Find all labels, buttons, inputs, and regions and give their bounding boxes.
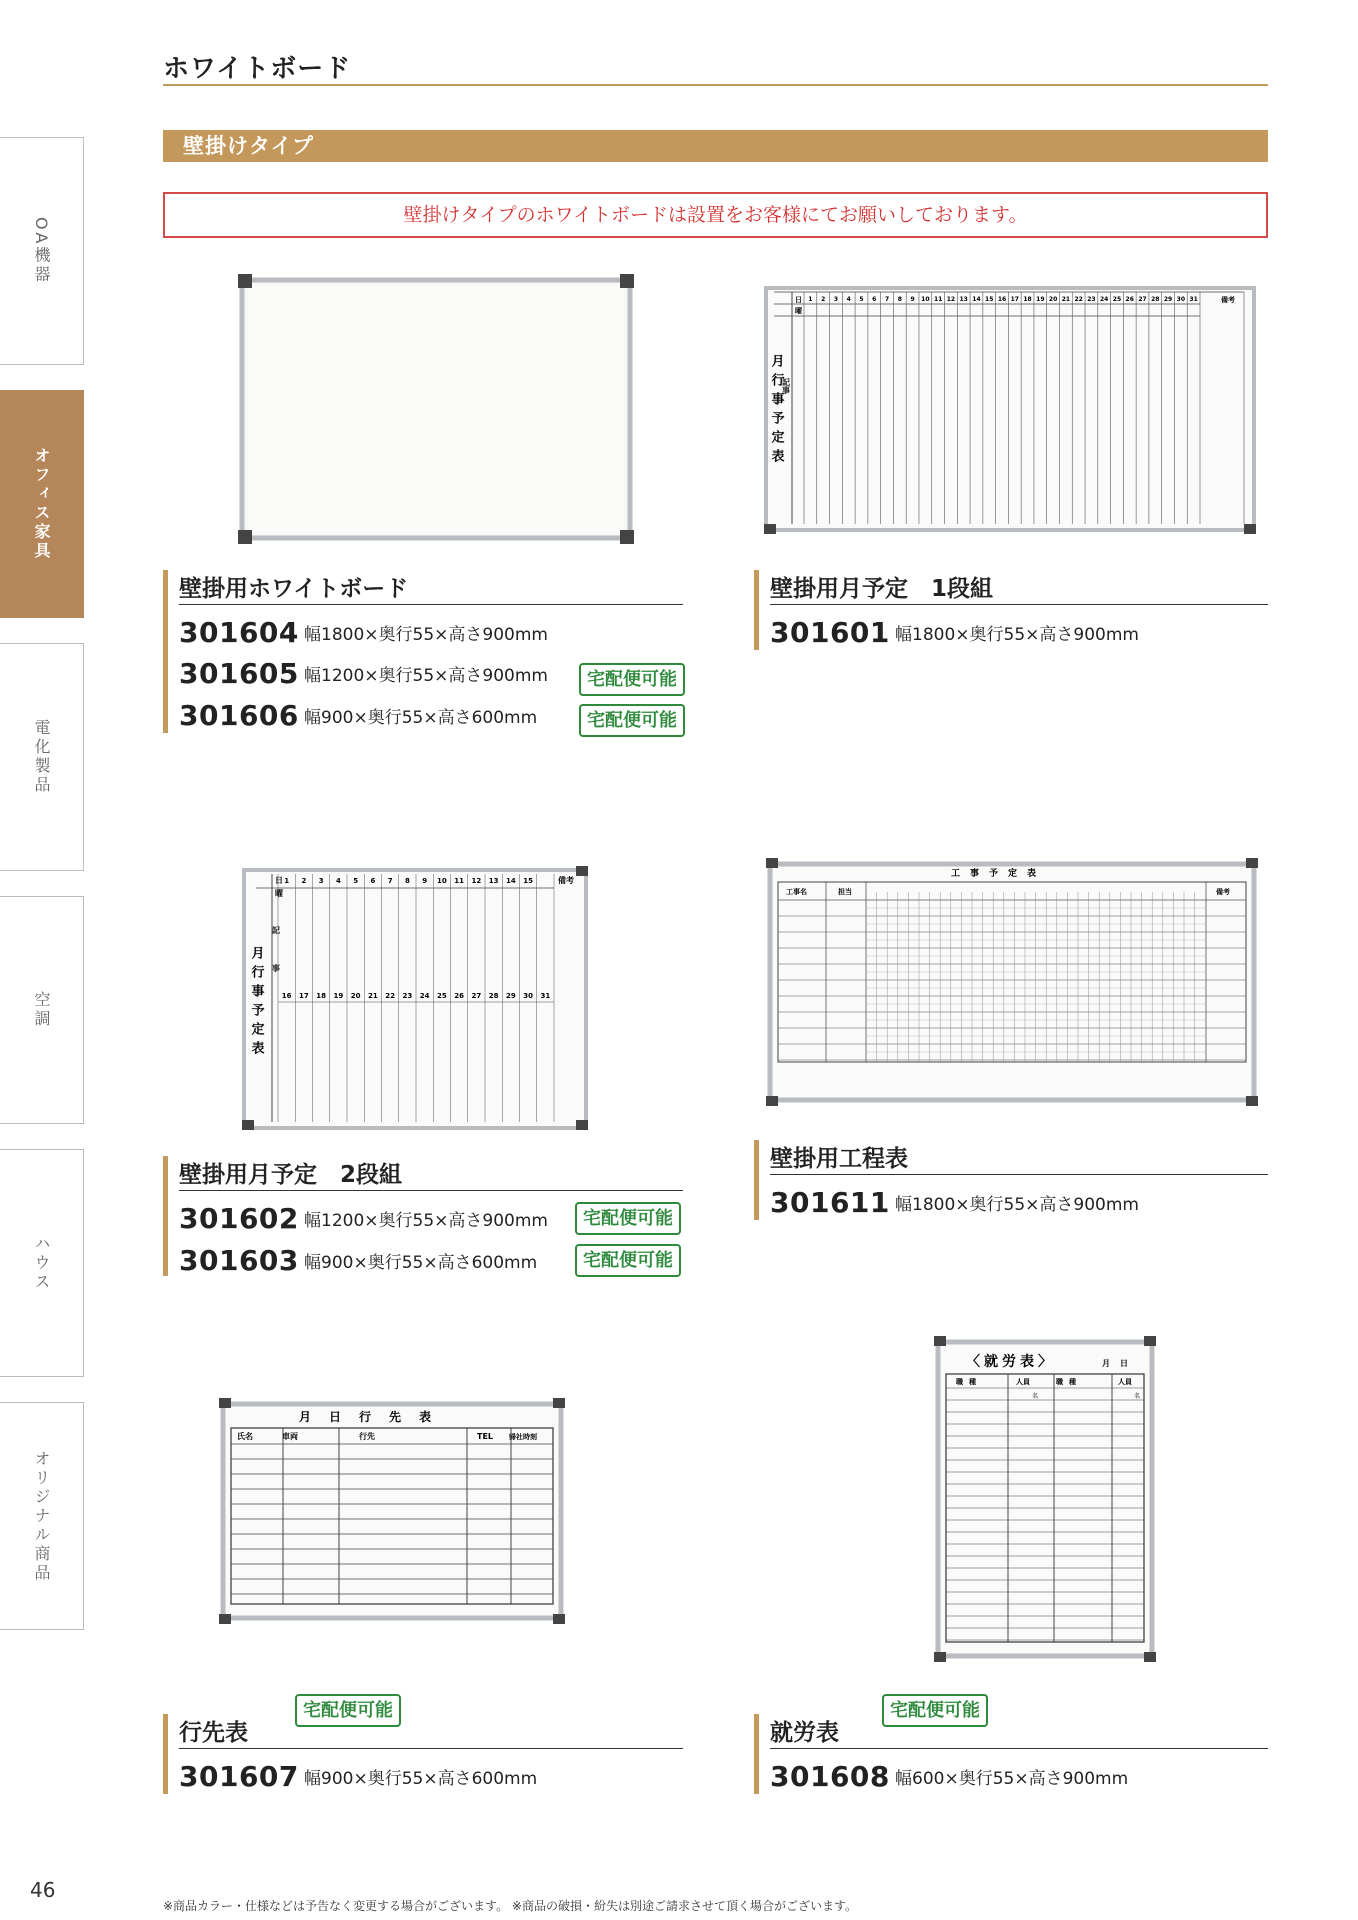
day-label: 18 xyxy=(316,992,326,1000)
day-label: 1 xyxy=(808,296,813,303)
side-tab-label: 電化製品 xyxy=(32,719,51,795)
accent-bar xyxy=(163,570,168,733)
side-tab-electronics[interactable] xyxy=(0,643,84,871)
delivery-badge: 宅配便可能 xyxy=(579,663,685,696)
day-label: 16 xyxy=(281,992,292,1000)
day-label: 1 xyxy=(284,877,290,885)
day-label: 14 xyxy=(972,296,981,303)
day-label: 4 xyxy=(846,296,851,303)
day-label: 12 xyxy=(946,296,956,303)
product-spec: 幅1200×奥行55×高さ900mm xyxy=(304,665,548,686)
day-label: 28 xyxy=(1151,296,1160,303)
notice-box: 壁掛けタイプのホワイトボードは設置をお客様にてお願いしております。 xyxy=(163,192,1268,238)
day-label: 22 xyxy=(385,992,395,1000)
day-label: 25 xyxy=(1112,296,1122,303)
board-title: 月日行先表 xyxy=(299,1410,450,1424)
day-label: 24 xyxy=(419,992,430,1000)
day-label: 8 xyxy=(897,296,902,303)
product-rule xyxy=(770,604,1268,605)
day-label: 19 xyxy=(1036,296,1045,303)
product-code: 301605 xyxy=(179,656,299,690)
day-label: 10 xyxy=(437,877,447,885)
board-text: 職種 xyxy=(956,1378,982,1386)
product-row xyxy=(179,697,537,733)
day-label: 2 xyxy=(821,296,826,303)
page-number: 46 xyxy=(30,1878,56,1902)
side-tab-original[interactable] xyxy=(0,1402,84,1630)
side-tab-label: オフィス家具 xyxy=(32,447,51,561)
day-label: 9 xyxy=(422,877,428,885)
product-code: 301602 xyxy=(179,1201,299,1235)
side-tab-label: オリジナル商品 xyxy=(32,1449,51,1583)
side-tab-aircon[interactable] xyxy=(0,896,84,1124)
product-rule xyxy=(770,1174,1268,1175)
title-divider xyxy=(163,84,1268,86)
board-text: 備考 xyxy=(558,876,574,885)
day-label: 26 xyxy=(1125,296,1134,303)
day-label: 15 xyxy=(985,296,994,303)
day-label: 29 xyxy=(1163,296,1173,303)
section-header: 壁掛けタイプ xyxy=(163,130,1268,162)
product-spec: 幅1200×奥行55×高さ900mm xyxy=(304,1210,548,1231)
delivery-badge: 宅配便可能 xyxy=(882,1694,988,1727)
side-tab-label: 空調 xyxy=(32,991,51,1029)
product-row xyxy=(179,1758,537,1794)
board-text: 氏名 xyxy=(237,1432,253,1441)
board-text: 記事 xyxy=(271,926,281,1002)
day-label: 18 xyxy=(1023,296,1032,303)
day-label: 28 xyxy=(488,992,499,1000)
day-label: 19 xyxy=(333,992,344,1000)
product-code: 301601 xyxy=(770,615,890,649)
product-name: 壁掛用工程表 xyxy=(770,1146,908,1172)
board-title: 月行事予定表 xyxy=(768,354,784,468)
day-label: 29 xyxy=(506,992,516,1000)
accent-bar xyxy=(754,1140,759,1220)
delivery-badge: 宅配便可能 xyxy=(575,1202,681,1235)
board-text: 担当 xyxy=(838,888,852,896)
product-name: 壁掛用月予定 1段組 xyxy=(770,576,994,602)
board-text: 曜 xyxy=(795,307,802,315)
product-monthly-schedule-1 xyxy=(754,570,1274,650)
day-label: 6 xyxy=(370,877,376,885)
day-label: 17 xyxy=(299,992,309,1000)
day-label: 31 xyxy=(540,992,551,1000)
board-text: 車両 xyxy=(282,1432,298,1441)
accent-bar xyxy=(163,1156,168,1276)
day-label: 30 xyxy=(523,992,533,1000)
board-text: 日 xyxy=(795,296,802,304)
destination-board-image xyxy=(219,1398,565,1624)
page-title: ホワイトボード xyxy=(163,54,352,84)
day-label: 25 xyxy=(437,992,447,1000)
day-label: 30 xyxy=(1176,296,1186,303)
product-code: 301611 xyxy=(770,1185,890,1219)
footer-note: ※商品カラー・仕様などは予告なく変更する場合がございます。 ※商品の破損・紛失は別途ご請求させて頂く場合がございます。 xyxy=(163,1899,858,1913)
product-spec: 幅1800×奥行55×高さ900mm xyxy=(895,1194,1139,1215)
day-label: 17 xyxy=(1010,296,1019,303)
product-construction-schedule xyxy=(754,1140,1274,1220)
product-row xyxy=(770,1184,1139,1220)
day-label: 15 xyxy=(523,877,533,885)
product-row xyxy=(770,1758,1128,1794)
day-label: 3 xyxy=(833,296,839,303)
board-text: 記事 xyxy=(781,378,791,394)
product-spec: 幅900×奥行55×高さ600mm xyxy=(304,707,538,728)
product-spec: 幅900×奥行55×高さ600mm xyxy=(304,1252,538,1273)
board-title: 工事予定表 xyxy=(951,869,1047,879)
product-name: 壁掛用ホワイトボード xyxy=(179,576,409,602)
day-label: 21 xyxy=(1061,296,1071,303)
product-code: 301604 xyxy=(179,615,299,649)
board-text: 曜 xyxy=(275,889,283,898)
day-label: 5 xyxy=(353,877,359,885)
day-label: 23 xyxy=(1087,296,1096,303)
day-label: 4 xyxy=(335,877,341,885)
day-label: 2 xyxy=(301,877,307,885)
product-rule xyxy=(179,1748,683,1749)
day-label: 7 xyxy=(884,296,890,303)
product-wall-whiteboard xyxy=(163,570,683,733)
product-row xyxy=(770,614,1139,650)
day-label: 26 xyxy=(454,992,464,1000)
product-spec: 幅1800×奥行55×高さ900mm xyxy=(304,624,548,645)
product-row xyxy=(179,614,548,650)
day-label: 11 xyxy=(933,296,943,303)
product-code: 301608 xyxy=(770,1759,890,1793)
board-text: 日 xyxy=(275,876,283,885)
accent-bar xyxy=(163,1714,168,1794)
board-text: 名 xyxy=(1134,1393,1141,1400)
product-name: 壁掛用月予定 2段組 xyxy=(179,1162,403,1188)
board-text: 工事名 xyxy=(786,888,807,896)
accent-bar xyxy=(754,1714,759,1794)
day-label: 9 xyxy=(910,296,915,303)
delivery-badge: 宅配便可能 xyxy=(579,704,685,737)
product-code: 301607 xyxy=(179,1759,299,1793)
day-label: 31 xyxy=(1189,296,1198,303)
board-text: 行先 xyxy=(359,1432,375,1441)
product-row xyxy=(179,1242,537,1278)
product-spec: 幅1800×奥行55×高さ900mm xyxy=(895,624,1139,645)
board-text: 人員 xyxy=(1118,1378,1132,1386)
day-label: 5 xyxy=(859,296,864,303)
day-label: 24 xyxy=(1100,296,1109,303)
construction-schedule-board-image xyxy=(766,858,1258,1106)
board-text: TEL xyxy=(477,1432,494,1441)
day-label: 22 xyxy=(1074,296,1083,303)
day-label: 7 xyxy=(387,877,393,885)
product-spec: 幅900×奥行55×高さ600mm xyxy=(304,1768,538,1789)
day-label: 12 xyxy=(471,877,482,885)
day-label: 6 xyxy=(872,296,877,303)
day-label: 23 xyxy=(402,992,413,1000)
board-text: 備考 xyxy=(1216,888,1230,896)
side-tab-oa[interactable] xyxy=(0,137,84,365)
board-text: 人員 xyxy=(1016,1378,1030,1386)
day-label: 16 xyxy=(997,296,1007,303)
plain-whiteboard-image xyxy=(238,274,634,544)
product-rule xyxy=(770,1748,1268,1749)
side-tab-office-furniture[interactable] xyxy=(0,390,84,618)
day-label: 8 xyxy=(404,877,410,885)
delivery-badge: 宅配便可能 xyxy=(295,1694,401,1727)
work-board-image xyxy=(934,1336,1156,1662)
monthly-schedule-1-board-image xyxy=(764,284,1256,534)
accent-bar xyxy=(754,570,759,650)
day-label: 14 xyxy=(506,877,516,885)
day-label: 27 xyxy=(1138,296,1147,303)
product-code: 301606 xyxy=(179,698,299,732)
day-label: 27 xyxy=(471,992,482,1000)
day-label: 13 xyxy=(488,877,499,885)
board-text: 月日 xyxy=(1102,1359,1138,1368)
board-text: 名 xyxy=(1032,1393,1039,1400)
product-name: 行先表 xyxy=(179,1720,248,1746)
product-work-board xyxy=(754,1700,1274,1794)
side-tab-label: ハウス xyxy=(32,1234,51,1292)
board-title: 月行事予定表 xyxy=(248,946,264,1060)
day-label: 21 xyxy=(368,992,378,1000)
monthly-schedule-2-board-image xyxy=(242,866,588,1132)
board-text: 職種 xyxy=(1056,1378,1082,1386)
day-label: 20 xyxy=(1048,296,1058,303)
product-destination-board xyxy=(163,1700,683,1794)
product-spec: 幅600×奥行55×高さ900mm xyxy=(895,1768,1129,1789)
day-label: 3 xyxy=(318,877,324,885)
day-label: 10 xyxy=(921,296,930,303)
product-rule xyxy=(179,604,683,605)
product-code: 301603 xyxy=(179,1243,299,1277)
product-rule xyxy=(179,1190,683,1191)
board-text: 帰社時刻 xyxy=(509,1433,537,1441)
side-tab-label: OA機器 xyxy=(32,217,51,285)
day-label: 11 xyxy=(454,877,464,885)
product-name: 就労表 xyxy=(770,1720,839,1746)
board-title: 〈就労表〉 xyxy=(966,1354,1056,1370)
delivery-badge: 宅配便可能 xyxy=(575,1244,681,1277)
board-text: 備考 xyxy=(1221,296,1235,304)
day-label: 13 xyxy=(959,296,968,303)
side-tab-house[interactable] xyxy=(0,1149,84,1377)
product-monthly-schedule-2 xyxy=(163,1156,683,1276)
product-row xyxy=(179,1200,548,1236)
product-row xyxy=(179,655,548,691)
day-label: 20 xyxy=(350,992,361,1000)
